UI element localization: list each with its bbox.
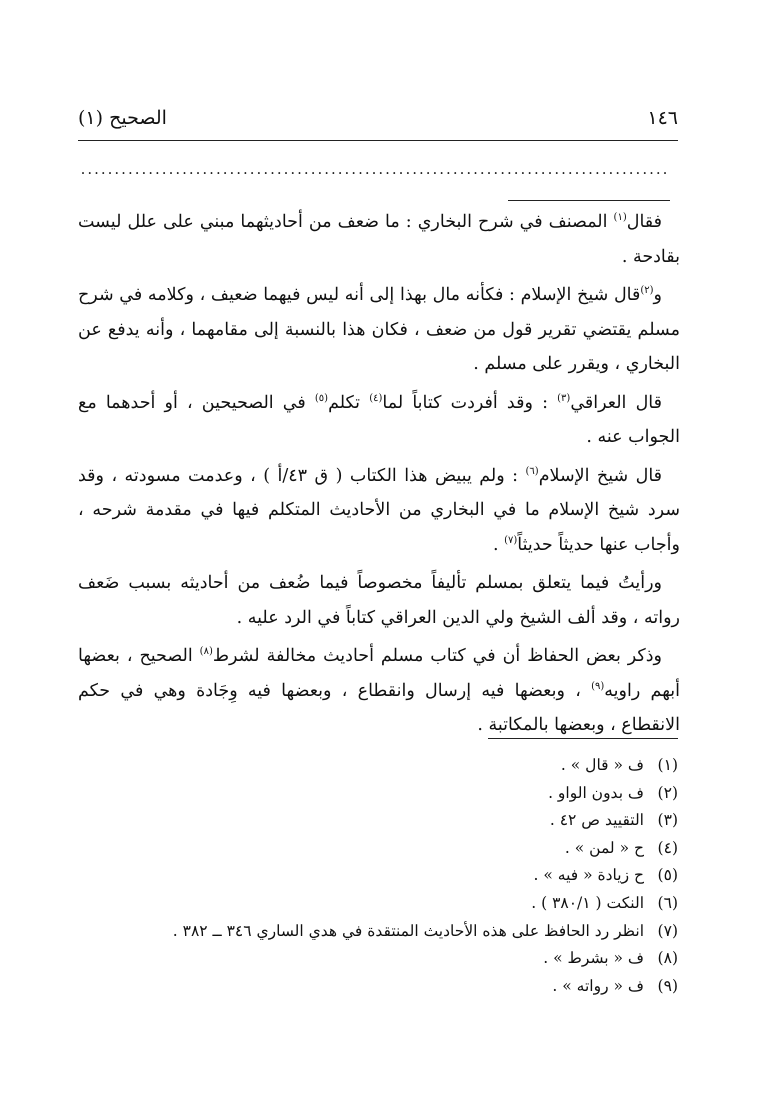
paragraph-1: فقال$^{(١)}$ المصنف في شرح البخاري : ما ضعف من أحاديثهما مبني على علل ليست بقادحة . bbox=[78, 212, 680, 267]
paragraph-2: و$^{(٢)}$قال شيخ الإسلام : فكأنه مال بهذا إلى أنه ليس فيهما ضعيف ، وكلامه في شرح مسلم يقتضي تقرير قول من ضعف ، فكان هذا بالنسبة إلى مقامهما ، وأنه يدفع عن البخاري ، ويقرر على مسلم . bbox=[78, 285, 680, 374]
footnote-item: (٣) التقييد ص ٤٢ . bbox=[549, 811, 678, 830]
footnote-item: (٤) ح « لمن » . bbox=[564, 838, 678, 857]
footnote-rule bbox=[488, 738, 678, 739]
paragraph-6: وذكر بعض الحفاظ أن في كتاب مسلم أحاديث مخالفة لشرط$^{(٨)}$ الصحيح ، بعضها أبهم راويه$^{(٩)}$ ، وبعضها فيه إرسال وانقطاع ، وبعضها فيه وِجَادة وهي في حكم الانقطاع ، وبعضها بالمكاتبة . bbox=[78, 646, 680, 735]
page-header bbox=[78, 98, 678, 138]
paragraph-3: قال العراقي$^{(٣)}$ : وقد أفردت كتاباً لما$^{(٤)}$ تكلم$^{(٥)}$ في الصحيحين ، أو أحدهما مع الجواب عنه . bbox=[78, 392, 680, 447]
footnote-ref: (٣) bbox=[557, 392, 571, 404]
footnote-ref: (٥) bbox=[314, 392, 329, 404]
ellipsis-line: ....................................................................................... bbox=[80, 160, 670, 178]
page-number: ١٤٦ bbox=[647, 107, 678, 129]
section-rule bbox=[508, 200, 670, 201]
footnotes bbox=[100, 752, 678, 1000]
running-title: (١) الصحيح bbox=[78, 107, 167, 129]
footnote-ref: (٧) bbox=[504, 534, 518, 546]
footnote-item: (٢) ف بدون الواو . bbox=[548, 783, 678, 802]
header-rule bbox=[78, 140, 678, 141]
footnote-ref: (٦) bbox=[525, 465, 539, 477]
footnote-item: (٦) النكت ( ٣٨٠/١ ) . bbox=[531, 893, 678, 912]
footnote-item: (١) ف « قال » . bbox=[560, 756, 678, 774]
main-text bbox=[78, 205, 680, 747]
footnote-ref: (١) bbox=[613, 212, 627, 224]
footnote-ref: (٤) bbox=[369, 392, 383, 404]
footnote-ref: (٨) bbox=[199, 646, 213, 658]
footnote-ref: (٢) bbox=[640, 285, 654, 297]
footnote-item: (٩) ف « رواته » . bbox=[552, 976, 678, 995]
footnote-item: (٨) ف « بشرط » . bbox=[543, 949, 678, 968]
paragraph-5: ورأيتُ فيما يتعلق بمسلم تأليفاً مخصوصاً فيما ضُعف من أحاديثه بسبب ضَعف رواته ، وقد ألف الشيخ ولي الدين العراقي كتاباً في الرد عليه . bbox=[78, 573, 680, 628]
footnote-item: (٧) انظر رد الحافظ على هذه الأحاديث المنتقدة في هدي الساري ٣٤٦ ــ ٣٨٢ . bbox=[172, 921, 678, 940]
paragraph-4: قال شيخ الإسلام$^{(٦)}$ : ولم يبيض هذا الكتاب ( ق ٤٣/أ ) ، وعدمت مسودته ، وقد سرد شيخ الإسلام ما في البخاري من الأحاديث المتكلم فيها في مقدمة شرحه ، وأجاب عنها حديثاً حديثاً$^{(٧)}$ . bbox=[78, 465, 680, 555]
footnote-ref: (٩) bbox=[591, 680, 605, 692]
footnote-item: (٥) ح زيادة « فيه » . bbox=[533, 866, 678, 885]
